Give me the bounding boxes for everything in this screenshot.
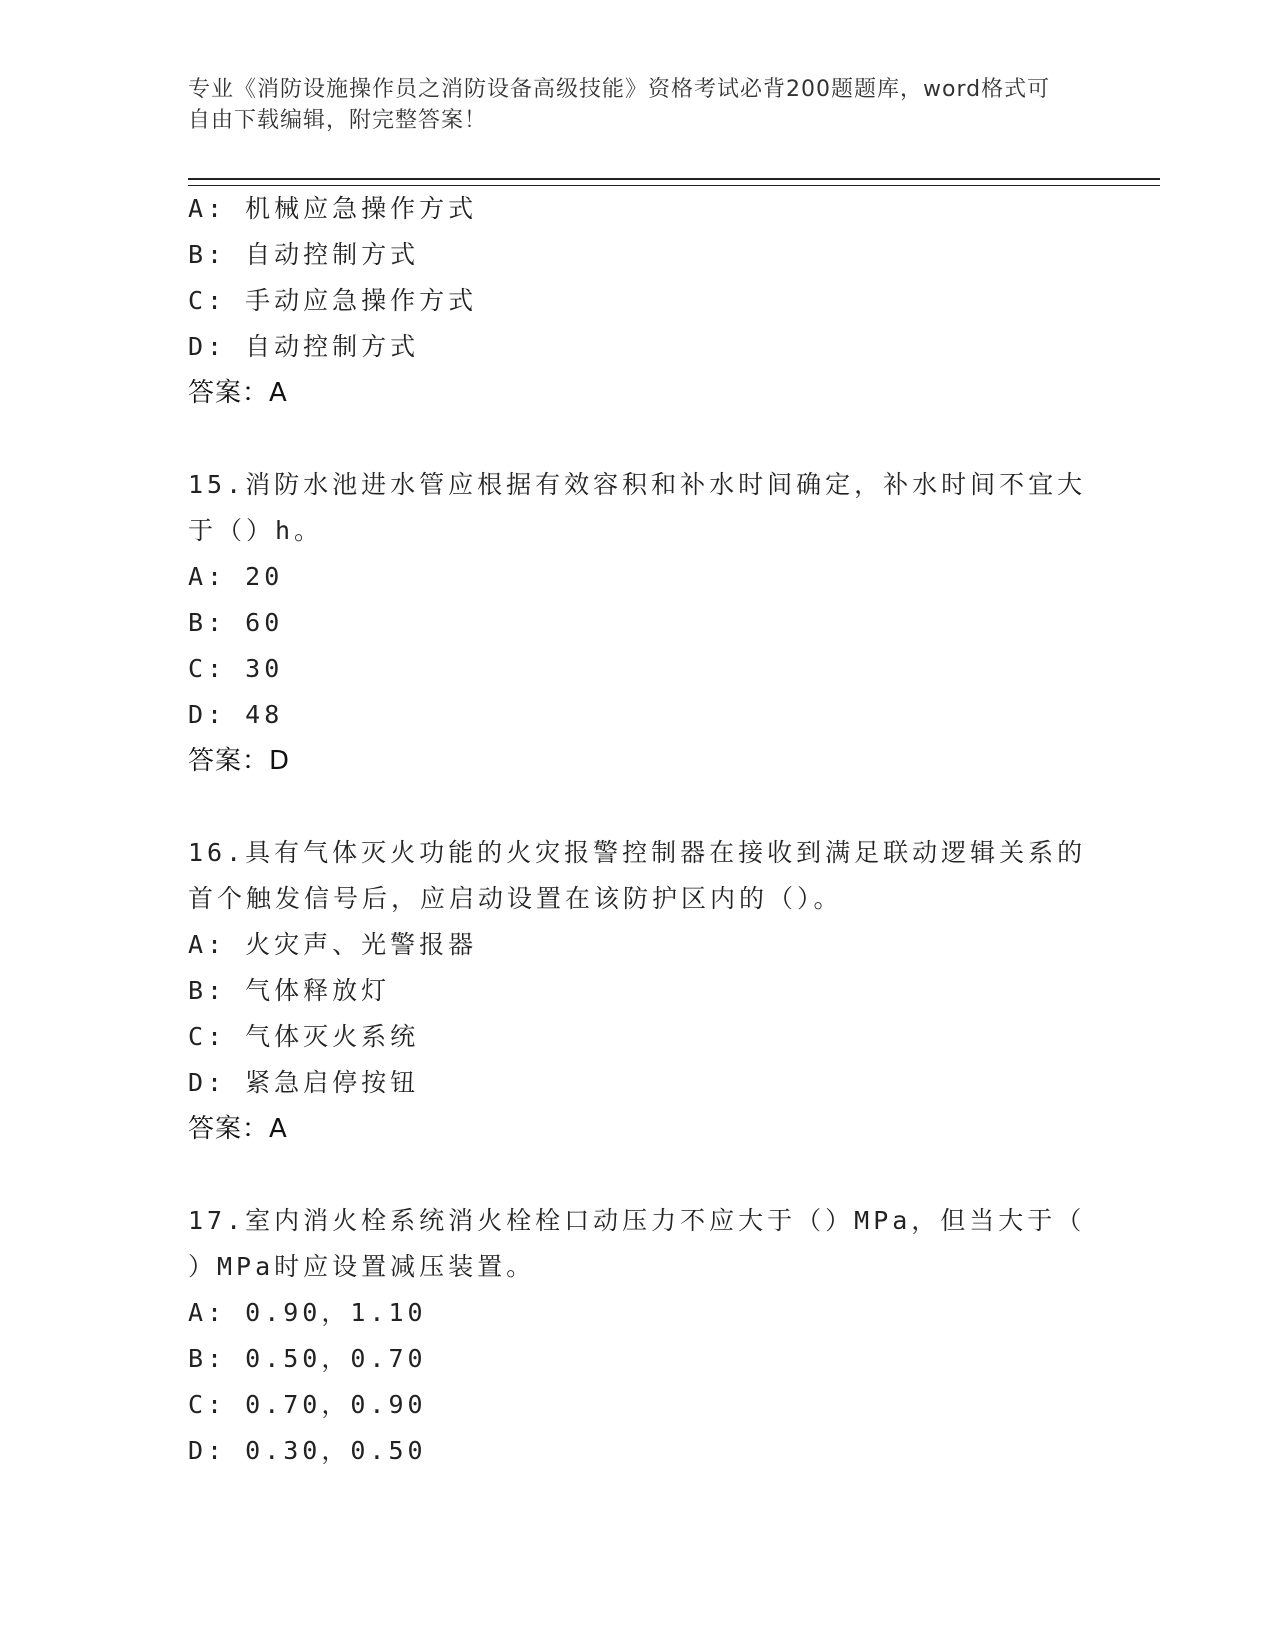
- option-d: D: 紧急启停按钮: [188, 1068, 420, 1097]
- spacer: [188, 1152, 1088, 1198]
- option-c: C: 气体灭火系统: [188, 1022, 420, 1051]
- question-title: 17.室内消火栓系统消火栓栓口动压力不应大于（）MPa，但当大于（: [188, 1206, 1086, 1235]
- option-b: B: 自动控制方式: [188, 240, 420, 269]
- answer-line: 答案：A: [188, 378, 288, 408]
- option-c: C: 0.70，0.90: [188, 1390, 427, 1419]
- question-14-block: [188, 186, 1088, 416]
- option-d: D: 0.30，0.50: [188, 1436, 427, 1465]
- option-a: A: 火灾声、光警报器: [188, 930, 478, 959]
- option-c: C: 30: [188, 654, 284, 683]
- question-title-continued: ）MPa时应设置减压装置。: [188, 1252, 536, 1281]
- header-divider: [188, 178, 1160, 186]
- option-d: D: 48: [188, 700, 284, 729]
- option-a: A: 0.90，1.10: [188, 1298, 427, 1327]
- option-b: B: 0.50，0.70: [188, 1344, 427, 1373]
- option-a: A: 机械应急操作方式: [188, 194, 478, 223]
- spacer: [188, 416, 1088, 462]
- question-list: [188, 186, 1088, 1474]
- question-title-continued: 于（）h。: [188, 516, 324, 545]
- option-c: C: 手动应急操作方式: [188, 286, 478, 315]
- option-b: B: 气体释放灯: [188, 976, 391, 1005]
- answer-line: 答案：A: [188, 1114, 288, 1144]
- question-title: 16.具有气体灭火功能的火灾报警控制器在接收到满足联动逻辑关系的: [188, 838, 1087, 867]
- document-header: 专业《消防设施操作员之消防设备高级技能》资格考试必背200题题库，word格式可自由下载编辑，附完整答案！: [188, 77, 1051, 133]
- question-17-block: [188, 1198, 1088, 1474]
- question-16-block: [188, 830, 1088, 1152]
- question-15-block: [188, 462, 1088, 784]
- question-title-continued: 首个触发信号后，应启动设置在该防护区内的（）。: [188, 884, 843, 913]
- spacer: [188, 784, 1088, 830]
- answer-line: 答案：D: [188, 746, 291, 776]
- option-d: D: 自动控制方式: [188, 332, 420, 361]
- option-b: B: 60: [188, 608, 284, 637]
- option-a: A: 20: [188, 562, 284, 591]
- question-title: 15.消防水池进水管应根据有效容积和补水时间确定，补水时间不宜大: [188, 470, 1087, 499]
